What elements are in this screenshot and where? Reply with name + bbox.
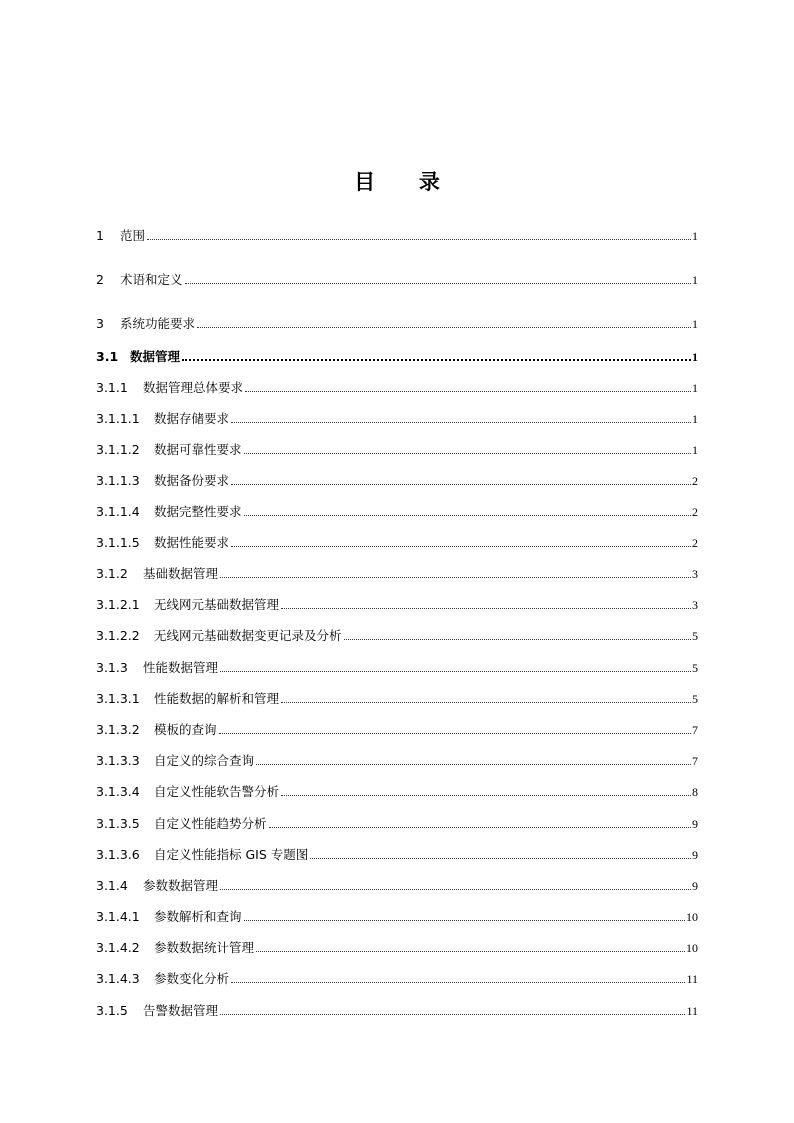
toc-entry-page-number: 1 <box>692 381 698 395</box>
toc-entry-label: 数据性能要求 <box>154 535 230 550</box>
toc-dot-leader <box>220 577 691 578</box>
toc-entry-number: 3.1.1.2 <box>96 442 140 457</box>
toc-dot-leader <box>220 671 691 672</box>
toc-entry-label: 性能数据管理 <box>143 660 219 675</box>
toc-entry-label: 模板的查询 <box>154 722 217 737</box>
toc-entry[interactable] <box>96 440 698 458</box>
toc-entry-label: 基础数据管理 <box>143 566 219 581</box>
toc-entry[interactable] <box>96 347 698 365</box>
toc-entry[interactable] <box>96 471 698 489</box>
toc-entry-number: 3.1.3.6 <box>96 847 140 862</box>
toc-entry-number: 3 <box>96 316 104 331</box>
toc-dot-leader <box>231 546 691 547</box>
toc-entry-label: 数据完整性要求 <box>154 504 242 519</box>
toc-dot-leader <box>256 951 685 952</box>
toc-entry-page-number: 2 <box>692 474 698 488</box>
toc-entry-page-number: 10 <box>686 941 698 955</box>
toc-entry[interactable] <box>96 969 698 987</box>
toc-entry-label: 自定义性能软告警分析 <box>154 784 280 799</box>
toc-entry-label: 自定义的综合查询 <box>154 753 255 768</box>
toc-entry-label: 自定义性能趋势分析 <box>154 816 267 831</box>
toc-entry-number: 2 <box>96 272 104 287</box>
toc-dot-leader <box>245 391 691 392</box>
toc-entry-label: 系统功能要求 <box>120 316 196 331</box>
toc-dot-leader <box>256 764 691 765</box>
toc-entry-page-number: 11 <box>686 972 698 986</box>
toc-entry-number: 3.1.3 <box>96 660 128 675</box>
toc-entry-number: 3.1.4.3 <box>96 971 140 986</box>
toc-entry[interactable] <box>96 314 698 332</box>
toc-entry[interactable] <box>96 564 698 582</box>
toc-entry[interactable] <box>96 938 698 956</box>
toc-entry-page-number: 2 <box>692 536 698 550</box>
toc-dot-leader <box>197 327 691 328</box>
toc-entry-page-number: 1 <box>692 350 698 364</box>
toc-entry-number: 3.1.1.1 <box>96 411 140 426</box>
toc-dot-leader <box>231 484 691 485</box>
toc-entry-page-number: 9 <box>692 817 698 831</box>
toc-entry-page-number: 2 <box>692 505 698 519</box>
toc-dot-leader <box>220 889 691 890</box>
toc-entry-label: 参数变化分析 <box>154 971 230 986</box>
toc-dot-leader <box>244 920 685 921</box>
toc-entry-label: 数据管理总体要求 <box>143 380 244 395</box>
toc-entry-number: 3.1.1 <box>96 380 128 395</box>
toc-entry-number: 3.1 <box>96 349 119 364</box>
toc-entry-label: 无线网元基础数据变更记录及分析 <box>154 628 342 643</box>
toc-dot-leader <box>244 515 691 516</box>
toc-dot-leader <box>185 283 691 284</box>
toc-entry-label: 参数数据统计管理 <box>154 940 255 955</box>
toc-entry-number: 3.1.4 <box>96 878 128 893</box>
toc-entry-page-number: 1 <box>692 412 698 426</box>
toc-entry-number: 3.1.2 <box>96 566 128 581</box>
toc-entry-label: 数据存储要求 <box>154 411 230 426</box>
toc-entry[interactable] <box>96 502 698 520</box>
toc-entry[interactable] <box>96 907 698 925</box>
toc-entry-label: 数据可靠性要求 <box>154 442 242 457</box>
toc-entry[interactable] <box>96 814 698 832</box>
toc-dot-leader <box>231 982 685 983</box>
toc-entry-number: 3.1.2.2 <box>96 628 140 643</box>
toc-entry[interactable] <box>96 689 698 707</box>
toc-entry-label: 无线网元基础数据管理 <box>154 597 280 612</box>
toc-dot-leader <box>182 359 691 361</box>
toc-entry-page-number: 5 <box>692 661 698 675</box>
toc-dot-leader <box>281 608 691 609</box>
toc-dot-leader <box>269 827 691 828</box>
toc-entry-number: 3.1.3.3 <box>96 753 140 768</box>
toc-dot-leader <box>147 239 691 240</box>
toc-entry-label: 范围 <box>120 228 146 243</box>
toc-entry-number: 3.1.3.5 <box>96 816 140 831</box>
toc-entry-number: 3.1.3.4 <box>96 784 140 799</box>
toc-entry-label: 自定义性能指标 GIS 专题图 <box>154 847 309 862</box>
toc-entry-page-number: 1 <box>692 443 698 457</box>
toc-dot-leader <box>244 453 691 454</box>
toc-entry-page-number: 7 <box>692 754 698 768</box>
toc-entry[interactable] <box>96 626 698 644</box>
toc-dot-leader <box>344 639 691 640</box>
toc-entry[interactable] <box>96 782 698 800</box>
toc-entry[interactable] <box>96 595 698 613</box>
toc-entry-number: 3.1.3.2 <box>96 722 140 737</box>
toc-entry-page-number: 1 <box>692 273 698 287</box>
toc-entry[interactable] <box>96 378 698 396</box>
toc-dot-leader <box>220 1014 685 1015</box>
toc-entry-page-number: 5 <box>692 692 698 706</box>
toc-entry-number: 3.1.4.1 <box>96 909 140 924</box>
toc-dot-leader <box>231 422 691 423</box>
toc-dot-leader <box>310 858 691 859</box>
toc-entry-label: 参数数据管理 <box>143 878 219 893</box>
toc-entry[interactable] <box>96 409 698 427</box>
toc-entry-page-number: 11 <box>686 1004 698 1018</box>
toc-entry-label: 参数解析和查询 <box>154 909 242 924</box>
toc-entry-page-number: 9 <box>692 848 698 862</box>
toc-entry[interactable] <box>96 658 698 676</box>
toc-entry-number: 3.1.1.4 <box>96 504 140 519</box>
toc-entry[interactable] <box>96 876 698 894</box>
toc-dot-leader <box>281 702 691 703</box>
toc-dot-leader <box>219 733 691 734</box>
toc-entry-number: 3.1.1.5 <box>96 535 140 550</box>
toc-entry-page-number: 9 <box>692 879 698 893</box>
toc-entry-page-number: 7 <box>692 723 698 737</box>
toc-entry[interactable] <box>96 270 698 288</box>
toc-entry-number: 3.1.4.2 <box>96 940 140 955</box>
toc-entry-page-number: 10 <box>686 910 698 924</box>
toc-entry[interactable] <box>96 720 698 738</box>
toc-entry[interactable] <box>96 845 698 863</box>
toc-entry-label: 数据备份要求 <box>154 473 230 488</box>
toc-entry-page-number: 3 <box>692 567 698 581</box>
toc-entry[interactable] <box>96 226 698 244</box>
toc-entry-number: 3.1.1.3 <box>96 473 140 488</box>
toc-entry-label: 数据管理 <box>130 349 181 364</box>
toc-entry-page-number: 1 <box>692 229 698 243</box>
toc-entry[interactable] <box>96 533 698 551</box>
toc-entry-number: 1 <box>96 228 104 243</box>
toc-dot-leader <box>281 795 691 796</box>
toc-entry-number: 3.1.5 <box>96 1003 128 1018</box>
toc-entry[interactable] <box>96 1001 698 1019</box>
toc-entry-label: 性能数据的解析和管理 <box>154 691 280 706</box>
toc-entry-number: 3.1.3.1 <box>96 691 140 706</box>
toc-entry-page-number: 5 <box>692 629 698 643</box>
toc-entry-page-number: 8 <box>692 785 698 799</box>
toc-title: 目 录 <box>354 169 440 194</box>
toc-entry-page-number: 1 <box>692 317 698 331</box>
toc-entry-label: 术语和定义 <box>120 272 183 287</box>
toc-entry-number: 3.1.2.1 <box>96 597 140 612</box>
toc-entry-page-number: 3 <box>692 598 698 612</box>
toc-entry-label: 告警数据管理 <box>143 1003 219 1018</box>
toc-entry[interactable] <box>96 751 698 769</box>
